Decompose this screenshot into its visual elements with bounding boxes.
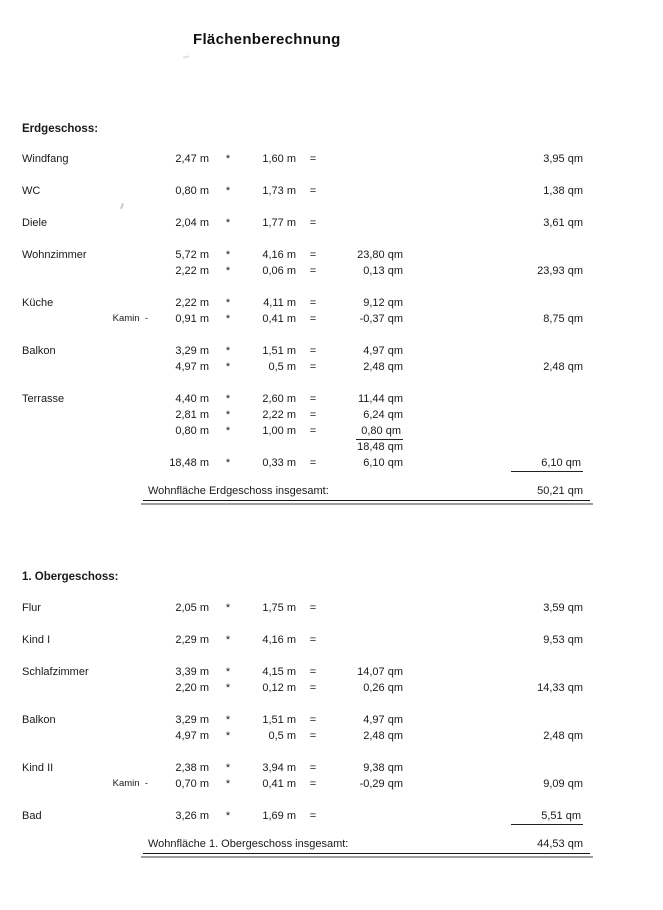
width-value: 4,40 m [175,393,209,405]
row-total-area-cell [403,215,583,231]
room-label: Wohnzimmer [22,249,87,261]
room-label: Terrasse [22,393,65,405]
multiply-sign: * [225,714,231,726]
calc-row [0,343,663,359]
kamin-label [105,632,150,648]
multiply-sign: * [225,345,231,357]
length-value: 0,33 m [262,457,296,469]
width-value: 2,29 m [175,634,209,646]
calc-row [0,776,663,792]
calc-row [0,808,663,824]
equals-sign: = [309,409,317,421]
partial-area-value: 0,13 qm [363,265,403,277]
calc-row [0,632,663,648]
kamin-label [105,600,150,616]
row-spacer [0,231,663,247]
scan-artifact [183,55,189,58]
room-label: Flur [22,602,41,614]
equals-sign: = [309,265,317,277]
equals-sign: = [309,249,317,261]
section-total-value: 44,53 qm [537,838,583,850]
kamin-label [105,215,150,231]
row-total-area-cell [403,263,583,279]
row-total-area-cell [403,600,583,616]
row-spacer [0,327,663,343]
partial-area-cell [330,183,403,199]
length-value: 4,16 m [262,634,296,646]
width-value: 2,38 m [175,762,209,774]
width-value: 3,26 m [175,810,209,822]
calc-row [0,247,663,263]
kamin-label [105,728,150,744]
calc-row [0,215,663,231]
row-spacer [0,199,663,215]
partial-area-value: 23,80 qm [357,249,403,261]
kamin-label [105,359,150,375]
kamin-label [105,263,150,279]
calc-row [0,600,663,616]
partial-area-cell [330,311,403,327]
equals-sign: = [309,682,317,694]
length-value: 0,12 m [262,682,296,694]
equals-sign: = [309,602,317,614]
partial-area-cell [330,664,403,680]
width-value: 18,48 m [169,457,209,469]
length-value: 0,41 m [262,778,296,790]
row-spacer [0,375,663,391]
section-heading: Erdgeschoss: [22,123,99,135]
length-value [247,439,296,455]
equals-sign: = [309,730,317,742]
room-label [0,455,105,471]
partial-area-value: -0,37 qm [359,313,403,325]
equals-sign: = [309,666,317,678]
calc-row [0,359,663,375]
partial-area-cell [330,407,403,423]
partial-area-value: 4,97 qm [363,345,403,357]
partial-area-cell [330,215,403,231]
kamin-label [105,391,150,407]
kamin-label [105,439,150,455]
row-total-area-cell [403,391,583,407]
room-label: WC [22,185,41,197]
room-label [0,728,105,744]
length-value: 1,77 m [262,217,296,229]
width-value: 2,22 m [175,297,209,309]
multiply-sign: * [225,313,231,325]
row-total-area-value: 8,75 qm [543,313,583,325]
kamin-label: Kamin - [112,778,148,789]
partial-area-cell [330,263,403,279]
partial-area-cell [330,151,403,167]
section-total-label: Wohnfläche 1. Obergeschoss insgesamt: [148,838,349,850]
room-label: Balkon [22,714,56,726]
row-total-area-cell [403,680,583,696]
row-total-area-cell [403,311,583,327]
calc-row [0,151,663,167]
row-total-area-value: 3,61 qm [543,217,583,229]
row-total-area-cell [403,664,583,680]
calc-row [0,263,663,279]
kamin-label [105,808,150,824]
multiply-sign: * [225,153,231,165]
kamin-label [105,680,150,696]
multiply-sign: * [225,409,231,421]
room-label: Windfang [22,153,69,165]
row-total-area-value: 1,38 qm [543,185,583,197]
room-label: Diele [22,217,48,229]
calc-row [0,183,663,199]
partial-area-value: 18,48 qm [357,441,403,453]
equals-sign: = [309,393,317,405]
calc-row [0,423,663,439]
equals-sign: = [309,425,317,437]
partial-area-value: 6,24 qm [363,409,403,421]
room-label [0,407,105,423]
kamin-label [105,423,150,439]
calc-rows [0,151,663,501]
row-total-area-cell [403,728,583,744]
multiply-sign: * [225,778,231,790]
calc-row [0,439,663,455]
length-value: 1,51 m [262,345,296,357]
row-spacer [0,744,663,760]
room-label [0,423,105,439]
width-value: 2,04 m [175,217,209,229]
page-title: Flächenberechnung [193,31,341,48]
partial-area-value: 2,48 qm [363,730,403,742]
room-label: Kind II [22,762,54,774]
equals-sign: = [309,457,317,469]
section-heading: 1. Obergeschoss: [22,571,119,583]
multiply-sign: * [225,457,231,469]
width-value: 3,29 m [175,714,209,726]
partial-area-cell [330,808,403,824]
calc-row [0,311,663,327]
partial-area-value: -0,29 qm [359,778,403,790]
equals-sign: = [309,714,317,726]
partial-area-cell [330,760,403,776]
row-total-area-cell [403,295,583,311]
kamin-label [105,712,150,728]
row-total-area-cell [403,407,583,423]
row-total-area-value: 3,59 qm [543,602,583,614]
length-value: 2,60 m [262,393,296,405]
partial-area-value: 0,26 qm [363,682,403,694]
width-value: 0,80 m [175,185,209,197]
calc-row [0,407,663,423]
multiply-sign: * [225,730,231,742]
length-value: 0,5 m [268,730,296,742]
length-value: 1,00 m [262,425,296,437]
multiply-sign: * [225,185,231,197]
row-total-area-cell [403,632,583,648]
row-total-area-cell [403,359,583,375]
kamin-label [105,295,150,311]
calc-rows [0,600,663,854]
multiply-sign: * [225,393,231,405]
length-value: 1,69 m [262,810,296,822]
partial-area-cell [330,295,403,311]
width-value: 3,39 m [175,666,209,678]
calc-row [0,728,663,744]
partial-area-cell [330,680,403,696]
multiply-sign: * [225,265,231,277]
kamin-label [105,247,150,263]
row-total-area-value: 3,95 qm [543,153,583,165]
width-value: 5,72 m [175,249,209,261]
equals-sign: = [309,361,317,373]
multiply-sign: * [225,217,231,229]
row-total-area-value: 9,09 qm [543,778,583,790]
multiply-sign: * [225,666,231,678]
multiply-sign: * [225,249,231,261]
calc-row [0,295,663,311]
length-value: 1,75 m [262,602,296,614]
equals-sign: = [309,217,317,229]
multiply-sign: * [225,297,231,309]
partial-area-value: 2,48 qm [363,361,403,373]
room-label: Bad [22,810,42,822]
partial-area-cell [330,343,403,359]
room-label: Schlafzimmer [22,666,89,678]
length-value: 0,5 m [268,361,296,373]
row-total-area-cell [403,343,583,359]
length-value: 1,73 m [262,185,296,197]
width-value: 2,81 m [175,409,209,421]
multiply-sign: * [225,762,231,774]
width-value: 3,29 m [175,345,209,357]
partial-area-value: 9,38 qm [363,762,403,774]
width-value: 4,97 m [175,361,209,373]
row-total-area-cell [403,455,583,471]
calc-row [0,680,663,696]
width-value: 0,80 m [175,425,209,437]
width-value: 2,20 m [175,682,209,694]
partial-area-cell [330,439,403,455]
row-total-area-value: 2,48 qm [543,361,583,373]
room-label: Kind I [22,634,51,646]
multiply-sign [209,439,247,455]
row-total-area-cell [403,423,583,439]
row-total-area-cell [403,776,583,792]
equals-sign: = [309,810,317,822]
width-value: 0,91 m [175,313,209,325]
partial-area-value: 14,07 qm [357,666,403,678]
room-label: Balkon [22,345,56,357]
section-erdgeschoss [0,121,663,501]
length-value: 4,15 m [262,666,296,678]
equals-sign: = [309,297,317,309]
partial-area-cell [330,632,403,648]
length-value: 3,94 m [262,762,296,774]
equals-sign: = [309,634,317,646]
row-total-area-value: 6,10 qm [511,455,583,472]
calc-row [0,712,663,728]
multiply-sign: * [225,682,231,694]
kamin-label [105,151,150,167]
length-value: 0,06 m [262,265,296,277]
length-value: 1,51 m [262,714,296,726]
row-total-area-value: 23,93 qm [537,265,583,277]
kamin-label [105,183,150,199]
room-label [0,311,105,327]
row-total-area-cell [403,439,583,455]
width-value: 2,22 m [175,265,209,277]
length-value: 4,16 m [262,249,296,261]
partial-area-value: 9,12 qm [363,297,403,309]
partial-area-cell [330,600,403,616]
room-label: Küche [22,297,54,309]
partial-area-cell [330,391,403,407]
row-spacer [0,648,663,664]
room-label [0,263,105,279]
width-value: 4,97 m [175,730,209,742]
partial-area-cell [330,247,403,263]
section-total-label: Wohnfläche Erdgeschoss insgesamt: [148,485,329,497]
row-spacer [0,167,663,183]
row-spacer [0,616,663,632]
calc-row [0,664,663,680]
width-value: 2,05 m [175,602,209,614]
row-total-area-value: 5,51 qm [511,808,583,825]
kamin-label [105,760,150,776]
room-label [0,680,105,696]
calc-row [0,391,663,407]
partial-area-value: 11,44 qm [357,393,403,405]
equals-sign: = [309,762,317,774]
length-value: 2,22 m [262,409,296,421]
width-value [150,439,209,455]
room-label [0,359,105,375]
calc-row [0,455,663,471]
partial-area-cell [330,455,403,471]
multiply-sign: * [225,810,231,822]
equals-sign: = [309,153,317,165]
row-total-area-cell [403,760,583,776]
partial-area-value: 6,10 qm [363,457,403,469]
multiply-sign: * [225,634,231,646]
row-total-area-value: 9,53 qm [543,634,583,646]
width-value: 0,70 m [175,778,209,790]
section-total-value: 50,21 qm [537,485,583,497]
partial-area-cell [330,712,403,728]
section-total-row [143,837,590,854]
partial-area-cell [330,359,403,375]
length-value: 0,41 m [262,313,296,325]
room-label [0,439,105,455]
length-value: 4,11 m [263,297,296,309]
row-total-area-cell [403,151,583,167]
row-spacer [0,696,663,712]
section-total-row [143,484,590,501]
kamin-label [105,343,150,359]
kamin-label [105,664,150,680]
partial-area-value: 4,97 qm [363,714,403,726]
kamin-label [105,455,150,471]
equals-sign: = [309,345,317,357]
row-spacer [0,792,663,808]
width-value: 2,47 m [175,153,209,165]
multiply-sign: * [225,425,231,437]
equals-sign: = [309,778,317,790]
partial-area-cell [330,776,403,792]
partial-area-cell [330,728,403,744]
row-total-area-value: 2,48 qm [543,730,583,742]
multiply-sign: * [225,602,231,614]
row-total-area-cell [403,808,583,824]
row-total-area-cell [403,247,583,263]
row-total-area-value: 14,33 qm [537,682,583,694]
row-total-area-cell [403,183,583,199]
equals-sign: = [309,313,317,325]
row-spacer [0,279,663,295]
equals-sign [296,439,330,455]
room-label [0,776,105,792]
section-obergeschoss [0,569,663,854]
length-value: 1,60 m [262,153,296,165]
kamin-label [105,407,150,423]
equals-sign: = [309,185,317,197]
row-total-area-cell [403,712,583,728]
kamin-label: Kamin - [112,313,148,324]
partial-area-cell [330,423,403,439]
partial-area-value: 0,80 qm [356,423,403,440]
multiply-sign: * [225,361,231,373]
calc-row [0,760,663,776]
